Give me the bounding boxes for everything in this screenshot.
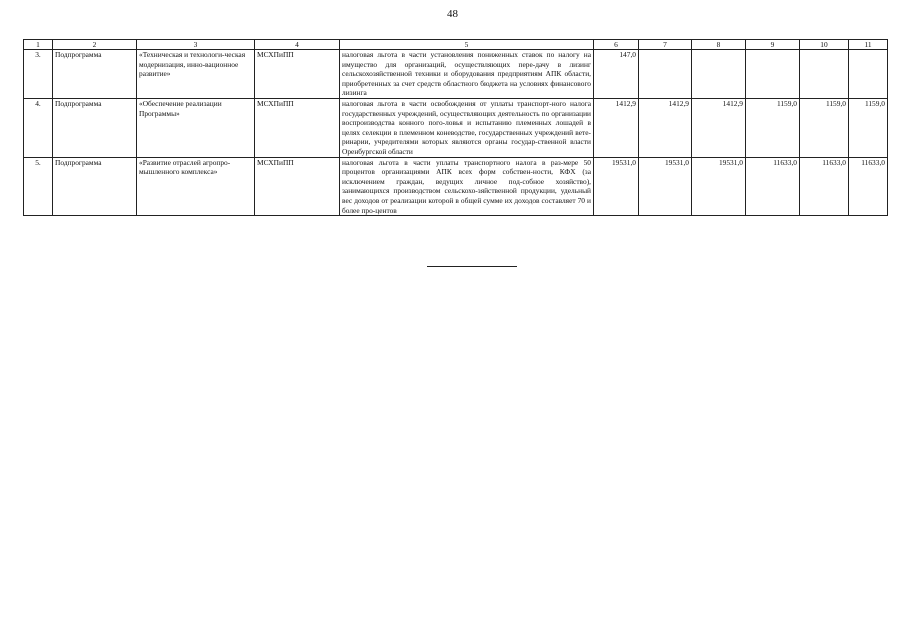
footer-divider: [427, 266, 517, 267]
value-col-11: [849, 50, 888, 99]
value-col-8: [692, 50, 746, 99]
column-header: 1: [24, 40, 53, 50]
value-col-9: [746, 50, 800, 99]
column-header: 9: [746, 40, 800, 50]
header-row: [24, 40, 888, 50]
column-header: 5: [340, 40, 594, 50]
value-col-8: 1412,9: [692, 98, 746, 157]
value-col-9: 11633,0: [746, 157, 800, 216]
value-col-6: 1412,9: [594, 98, 639, 157]
column-header: 7: [639, 40, 692, 50]
row-type: Подпрограмма: [53, 157, 137, 216]
value-col-10: 1159,0: [800, 98, 849, 157]
row-type: Подпрограмма: [53, 98, 137, 157]
row-number: 3.: [24, 50, 53, 99]
value-col-6: 19531,0: [594, 157, 639, 216]
value-col-7: 19531,0: [639, 157, 692, 216]
executor: МСХПиПП: [255, 157, 340, 216]
subprogram-name: «Обеспечение реализации Программы»: [137, 98, 255, 157]
value-col-6: 147,0: [594, 50, 639, 99]
value-col-7: [639, 50, 692, 99]
executor: МСХПиПП: [255, 50, 340, 99]
column-header: 6: [594, 40, 639, 50]
column-header: 2: [53, 40, 137, 50]
value-col-10: 11633,0: [800, 157, 849, 216]
value-col-11: 1159,0: [849, 98, 888, 157]
benefit-description: налоговая льгота в части установления пониженных ставок по налогу на имущество для организаций, осуществляющих пере-дачу в лизинг сельскохозяйственной техники и оборудования предприятиям АПК области, приобретенных за счет средств областного бюджета на условиях финансового лизинга: [340, 50, 594, 99]
table-row: [24, 50, 888, 99]
benefit-description: налоговая льгота в части освобождения от уплаты транспорт-ного налога государственных учреждений, осуществляющих деятельность по организации воспроизводства конного пого-ловья и испытанию племенных лошадей в целях селекции в племенном коневодстве, государственных учреждений вете-ринарии, учредителями которых являются органы государ-ственной власти Оренбургской области: [340, 98, 594, 157]
column-header: 3: [137, 40, 255, 50]
table-row: [24, 157, 888, 216]
tax-benefits-table: [23, 39, 888, 216]
column-header: 11: [849, 40, 888, 50]
row-number: 5.: [24, 157, 53, 216]
row-type: Подпрограмма: [53, 50, 137, 99]
column-header: 4: [255, 40, 340, 50]
column-header: 8: [692, 40, 746, 50]
value-col-10: [800, 50, 849, 99]
value-col-8: 19531,0: [692, 157, 746, 216]
value-col-11: 11633,0: [849, 157, 888, 216]
subprogram-name: «Техническая и технологи-ческая модернизация, инно-вационное развитие»: [137, 50, 255, 99]
page-number: 48: [447, 8, 458, 20]
benefit-description: налоговая льгота в части уплаты транспортного налога в раз-мере 50 процентов организациями АПК всех форм собствен-ности, КФХ (за исключением граждан, ведущих личное под-собное хозяйство), занимающихся производством сельскохо-зяйственной продукции, удельный вес доходов от реализации которой в общей сумме их доходов составляет 70 и более про-центов: [340, 157, 594, 216]
value-col-9: 1159,0: [746, 98, 800, 157]
table-row: [24, 98, 888, 157]
column-header: 10: [800, 40, 849, 50]
value-col-7: 1412,9: [639, 98, 692, 157]
row-number: 4.: [24, 98, 53, 157]
subprogram-name: «Развитие отраслей агропро-мышленного комплекса»: [137, 157, 255, 216]
executor: МСХПиПП: [255, 98, 340, 157]
